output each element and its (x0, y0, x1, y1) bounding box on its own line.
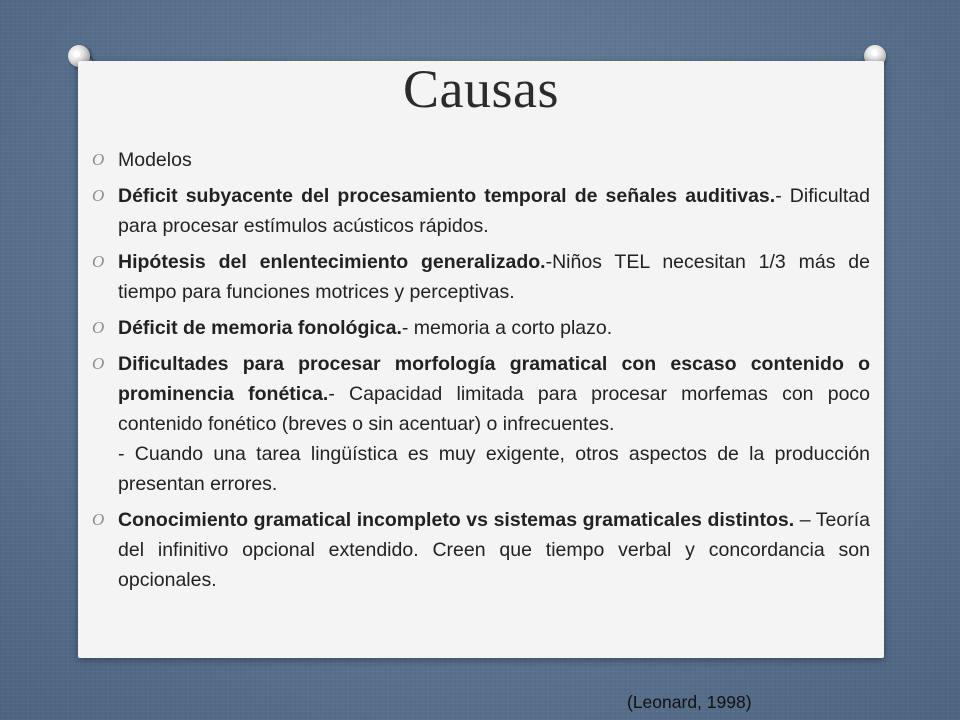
bullet-item (90, 349, 870, 499)
bullet-item (90, 505, 870, 595)
citation: (Leonard, 1998) (627, 692, 752, 712)
bullet-text: – Teoría del infinitivo opcional extendido. Creen que tiempo verbal y concordancia son opcionales. (118, 509, 871, 591)
bullet-extra-text: - Cuando una tarea lingüística es muy exigente, otros aspectos de la producción presentan errores. (118, 443, 870, 495)
bullet-heading: Dificultades para procesar morfología gramatical con escaso contenido o prominencia fonética. (118, 353, 870, 405)
bullet-heading: Conocimiento gramatical incompleto vs sistemas gramaticales distintos. (118, 509, 795, 531)
bullet-text: - memoria a corto plazo. (401, 317, 613, 339)
bullet-text: - Dificultad para procesar estímulos acústicos rápidos. (118, 185, 870, 237)
slide-title: Causas (403, 59, 559, 119)
bullet-text: - Capacidad limitada para procesar morfemas con poco contenido fonético (breves o sin acentuar) o infrecuentes. (118, 383, 871, 435)
bullet-heading: Déficit de memoria fonológica. (118, 317, 402, 339)
bullet-text: Modelos (118, 149, 192, 171)
bullet-marker-icon: O (92, 150, 105, 169)
bullet-item (90, 313, 870, 343)
bullet-marker-icon: O (92, 318, 105, 337)
bullet-item (90, 247, 870, 307)
bullet-item (90, 145, 870, 175)
bullet-marker-icon: O (92, 354, 105, 373)
bullet-list (90, 145, 870, 601)
bullet-marker-icon: O (92, 252, 105, 271)
bullet-heading: Déficit subyacente del procesamiento temporal de señales auditivas. (118, 185, 776, 207)
bullet-heading: Hipótesis del enlentecimiento generalizado. (118, 251, 546, 273)
bullet-text: -Niños TEL necesitan 1/3 más de tiempo para funciones motrices y perceptivas. (118, 251, 870, 303)
bullet-marker-icon: O (92, 186, 105, 205)
bullet-marker-icon: O (92, 510, 105, 529)
bullet-item (90, 181, 870, 241)
